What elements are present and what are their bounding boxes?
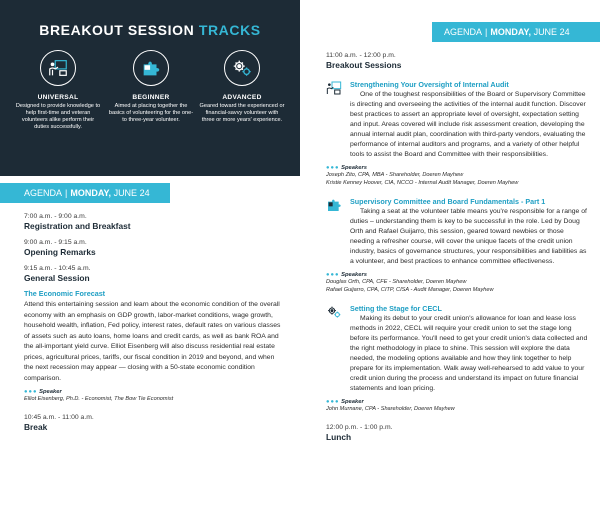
speaker-name: Kristie Kenney Hoover, CIA, NCCO - Internal Audit Manager, Doeren Mayhew — [326, 179, 519, 186]
track-universal: UNIVERSAL Designed to provide knowledge to help first-time and veteran volunteers alike perform their duties successfully. — [15, 50, 101, 131]
track-advanced: ADVANCED Geared toward the experienced or financial-savvy volunteer with three or more years' experience. — [199, 50, 285, 124]
puzzle-icon — [326, 197, 342, 213]
puzzle-icon — [133, 50, 169, 86]
session-description: Attend this entertaining session and learn about the economic condition of the overall economy with an emphasis on GDP growth, labor-market conditions, wage growth, household wealth, inflation, Fed policy, interest rates, default rates on various classes of assets such as auto loans, home loans and credit cards, as well as bank ROA and the all-important yield curve. Elliot Eisenberg will also discuss residential real estate prices, agricultural prices, tariffs, our fiscal condition in 2019 and beyond, and when the next recession may appear — closing with a 50-state economic condition comparison. — [24, 301, 281, 382]
speaker-label: ●●● Speakers — [326, 165, 367, 171]
speaker-name: Elliot Eisenberg, Ph.D. - Economist, The Bow Tie Economist — [24, 396, 174, 402]
speaker-name: Joseph Zito, CPA, MBA - Shareholder, Doeren Mayhew — [326, 172, 464, 178]
speaker-name: Rafael Guijarro, CPA, CITP, CISA - Audit Manager, Doeren Mayhew — [326, 286, 494, 293]
session-board-fundamentals — [326, 196, 588, 267]
session-description: Making its debut to your credit union's allowance for loan and lease loss methods in 2022, CECL will require your credit union to set the stage long before its performance. You'll need to get your credit union's data collected and the right methodology in place to shine. This session will explore the data needed, the modeling options available and how they link together to help prepare for its implementation. Walk away well-rehearsed to add value to your credit union during the process and understand its impact on future financial statements and loan pricing. — [350, 315, 588, 392]
track-beginner: BEGINNER Aimed at placing together the basics of volunteering for the one- to three-year volunteer. — [108, 50, 194, 124]
session-cecl — [326, 303, 588, 394]
session-topic: Setting the Stage for CECL — [350, 304, 442, 313]
speakers-cecl — [326, 398, 588, 414]
left-agenda-content — [24, 213, 284, 440]
agenda-item-registration: 7:00 a.m. - 9:00 a.m. Registration and Breakfast — [24, 213, 131, 231]
session-description: Taking a seat at the volunteer table means you're responsible for a range of duties – understanding them is key to be successful in the role. Led by Doug Orth and Rafael Guijarro, this session, geared toward newbies or those needing a refresher course, will cover the unique facets of the credit union industry, basics of governance structures, your responsibilities and liabilities as a volunteer, and best practices to enhance committee effectiveness. — [350, 208, 587, 265]
gears-icon — [326, 304, 342, 320]
agenda-item-lunch: 12:00 p.m. - 1:00 p.m. Lunch — [326, 423, 393, 442]
session-internal-audit — [326, 79, 588, 160]
speaker-name: John Murnane, CPA - Shareholder, Doeren Mayhew — [326, 406, 455, 412]
gears-icon — [224, 50, 260, 86]
agenda-item-opening: 9:00 a.m. - 9:15 a.m. Opening Remarks — [24, 239, 96, 257]
agenda-header-left: AGENDA | MONDAY, JUNE 24 — [0, 183, 170, 203]
agenda-header-right: AGENDA | MONDAY, JUNE 24 — [432, 22, 600, 42]
presenter-icon — [326, 80, 342, 96]
speaker-label: ●●● Speaker — [24, 389, 62, 395]
right-agenda-content — [326, 52, 588, 443]
speaker-label: ●●● Speakers — [326, 272, 367, 278]
tracks-title: BREAKOUT SESSION TRACKS — [39, 22, 261, 38]
speaker-label: ●●● Speaker — [326, 399, 364, 405]
presenter-icon — [40, 50, 76, 86]
speakers-internal-audit — [326, 164, 588, 187]
agenda-item-breakout: 11:00 a.m. - 12:00 p.m. Breakout Sessions — [326, 52, 402, 70]
speaker-name: Douglas Orth, CPA, CFE - Shareholder, Doeren Mayhew — [326, 279, 467, 285]
session-topic: Strengthening Your Oversight of Internal Audit — [350, 80, 509, 89]
breakout-tracks-panel — [0, 0, 300, 176]
session-topic: The Economic Forecast — [24, 289, 106, 298]
speakers-board-fundamentals — [326, 271, 588, 294]
agenda-item-general-session: 9:15 a.m. - 10:45 a.m. General Session The Economic Forecast Attend this entertaining session and learn about the economic condition of the overall economy with an emphasis on GDP growth, labor-market conditions, wage growth, household wealth, inflation, Fed policy, interest rates, default rates on various classes of assets such as auto loans, home loans and credit cards, as well as bank ROA and the all-important yield curve. Elliot Eisenberg will also discuss residential real estate prices, agricultural prices, tariffs, our fiscal condition in 2019 and beyond, and when the next recession may appear — closing with a 50-state economic condition comparison. ●●● Speaker Elliot Eisenberg, Ph.D. - Economist, The Bow Tie Economist — [24, 265, 284, 404]
session-description: One of the toughest responsibilities of the Board or Supervisory Committee is directing and overseeing the activities of the internal audit function. Discover best practices to assert an appropriate level of oversight, expectation setting and input. Areas covered will include risk assessment creation, developing the annual internal audit plan, coordination with third-party vendors, evaluating the performance of internal auditors and programs, and a variety of other helpful tools to assist the Board and Committee with their responsibilities. — [350, 91, 586, 158]
agenda-item-break: 10:45 a.m. - 11:00 a.m. Break — [24, 413, 94, 432]
session-topic: Supervisory Committee and Board Fundamentals - Part 1 — [350, 197, 546, 206]
